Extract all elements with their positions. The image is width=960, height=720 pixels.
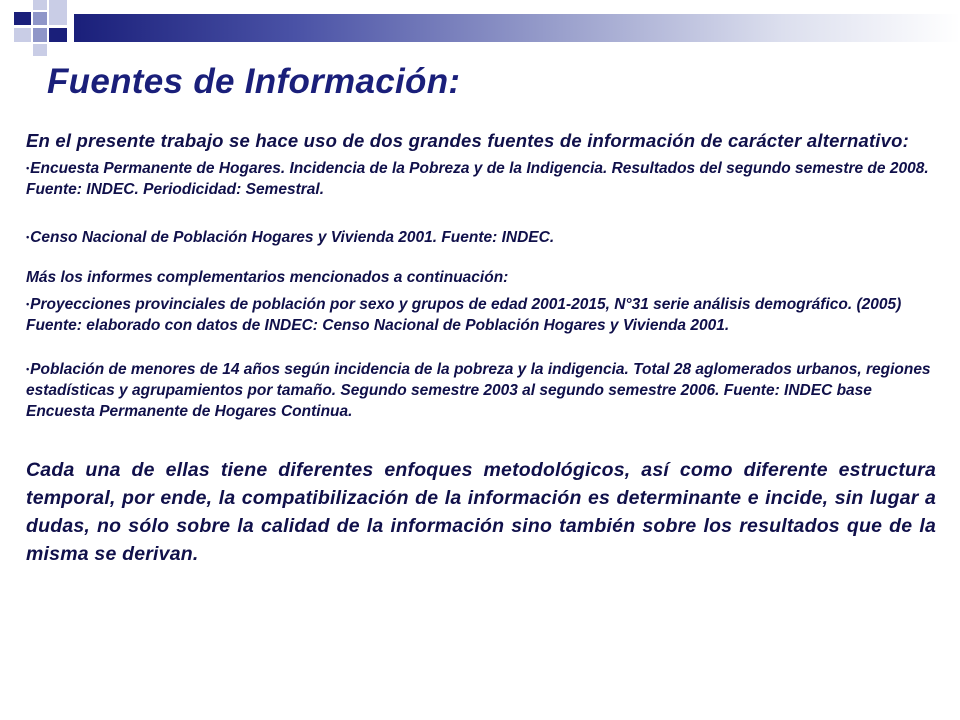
closing-paragraph: Cada una de ellas tiene diferentes enfoques metodológicos, así como diferente estructura temporal, por ende, la compatibilización de la información es determinante e incide, sin lugar a dudas, no sólo sobre la calidad de la información sino también sobre los resultados que de la misma se derivan. xyxy=(26,459,936,565)
deco-square xyxy=(49,0,67,25)
deco-square xyxy=(14,12,31,25)
header-decoration xyxy=(0,0,960,60)
source-item xyxy=(26,227,936,248)
intro-paragraph: En el presente trabajo se hace uso de dos grandes fuentes de información de carácter alternativo: xyxy=(26,130,910,151)
slide-content xyxy=(26,130,936,568)
header-gradient-bar xyxy=(74,14,960,42)
deco-square xyxy=(14,28,31,42)
source-text: Encuesta Permanente de Hogares. Incidencia de la Pobreza y de la Indigencia. Resultados del segundo semestre de 2008. Fuente: INDEC. Periodicidad: Semestral. xyxy=(26,160,929,198)
page-title: Fuentes de Información: xyxy=(47,62,461,101)
deco-square xyxy=(33,0,47,10)
bullet-icon: • xyxy=(26,364,30,374)
complementary-item xyxy=(26,359,936,422)
deco-square xyxy=(33,12,47,25)
complementary-text: Proyecciones provinciales de población por sexo y grupos de edad 2001-2015, N°31 serie análisis demográfico. (2005) Fuente: elaborado con datos de INDEC: Censo Nacional de Población Hogares y Vivienda 2001. xyxy=(26,296,902,334)
bullet-icon: • xyxy=(26,299,30,309)
complementary-text: Población de menores de 14 años según incidencia de la pobreza y la indigencia. Total 28 aglomerados urbanos, regiones estadísticas y agrupamientos por tamaño. Segundo semestre 2003 al segundo semestre 2006. Fuente: INDEC base Encuesta Permanente de Hogares Continua. xyxy=(26,361,931,420)
bullet-icon: • xyxy=(26,232,30,242)
complementary-item xyxy=(26,294,936,336)
deco-square xyxy=(33,44,47,56)
bullet-icon: • xyxy=(26,163,30,173)
source-text: Censo Nacional de Población Hogares y Vivienda 2001. Fuente: INDEC. xyxy=(30,229,555,246)
deco-square xyxy=(33,28,47,42)
source-item xyxy=(26,158,936,200)
complementary-intro: Más los informes complementarios mencionados a continuación: xyxy=(26,269,509,286)
deco-square xyxy=(49,28,67,42)
